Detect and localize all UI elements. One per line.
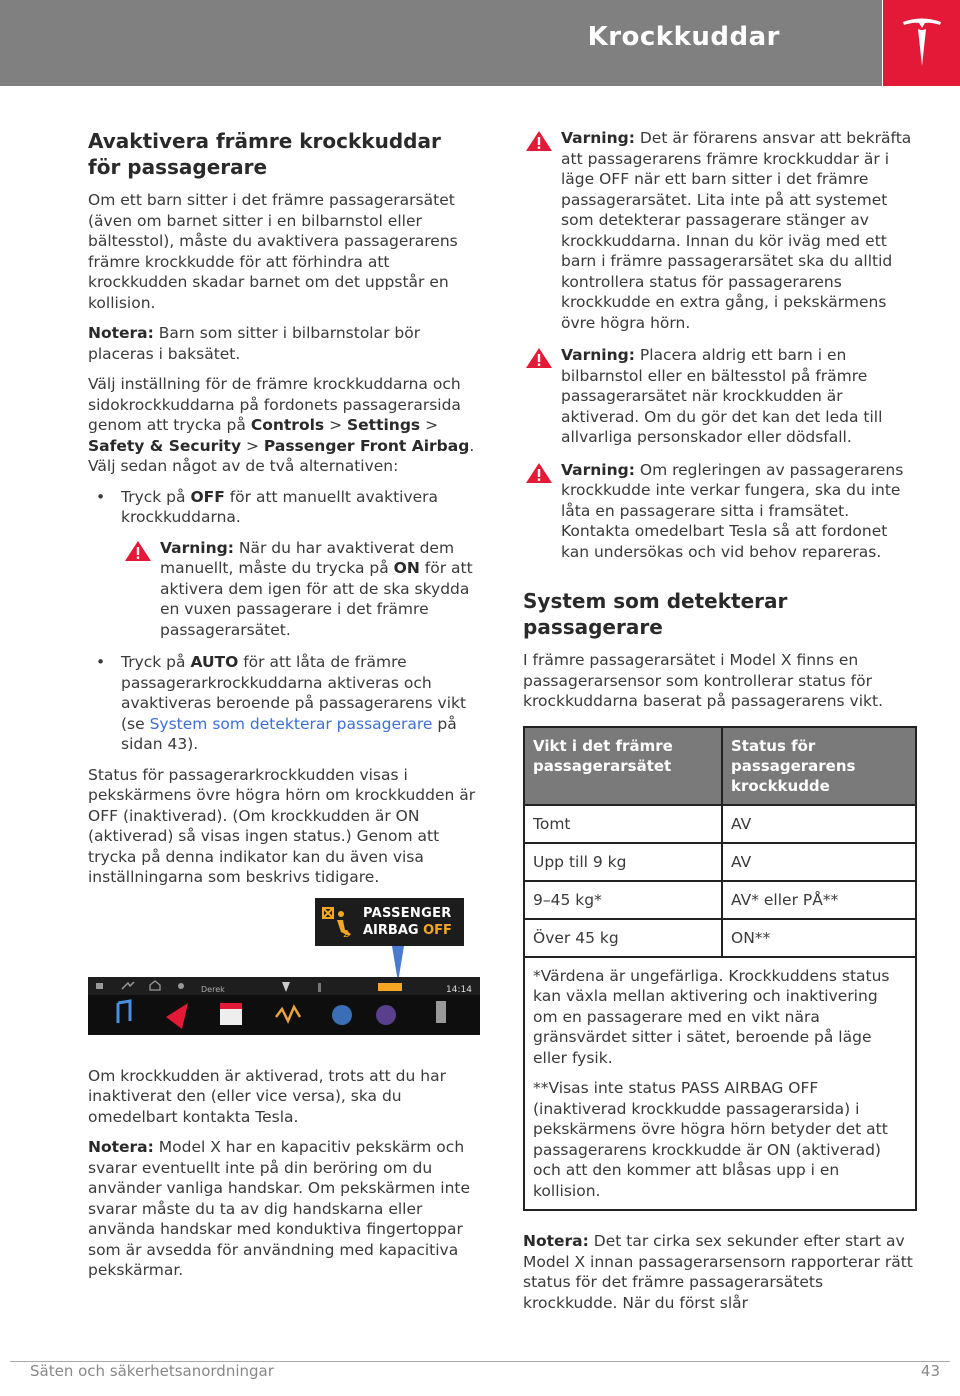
tesla-logo-icon xyxy=(901,16,943,68)
page-title: Krockkuddar xyxy=(587,22,780,52)
warning-box: Varning: Det är förarens ansvar att bekräfta att passagerarens främre krockkuddar är i läge OFF när ett barn sitter i det främre passagerarsätet. Lita inte på att systemet som detekterar passagerare stänger av krockkuddarna. Innan du kör iväg med ett barn i främre passagerarsätet ska du alltid kontrollera status för passagerarens krockkudde en extra gång, i pekskärmens övre högra hörn. xyxy=(523,128,915,333)
table-row: 9–45 kg* AV* eller PÅ** xyxy=(524,881,916,919)
right-column xyxy=(523,128,915,1323)
airbag-off-icon xyxy=(321,906,355,938)
warning-box: Varning: Om regleringen av passagerarens krockkudde inte verkar fungera, ska du inte låta en passagerare sitta i framsätet. Kontakta omedelbart Tesla så att fordonet kan undersökas och vid behov repareras. xyxy=(523,460,915,563)
warning-icon xyxy=(525,347,553,369)
airbag-status-callout xyxy=(315,898,464,946)
menu-path-controls: Controls xyxy=(250,416,325,434)
menu-path-settings: Settings xyxy=(346,416,421,434)
paragraph: Status för passagerarkrockkudden visas i pekskärmens övre högra hörn om krockkudden är OFF (inaktiverad). (Om krockkudden är ON (aktiverad) så visas ingen status.) Genom att trycka på denna indikator kan du även visa inställningarna som beskrivs tidigare. xyxy=(88,765,476,886)
app-dock-icons xyxy=(88,995,480,1035)
paragraph: Om krockkudden är aktiverad, trots att du har inaktiverat den (eller vice versa), ska du omedelbart kontakta Tesla. xyxy=(88,1066,446,1126)
section-heading-deactivate: Avaktivera främre krockkuddar för passagerare xyxy=(88,129,441,179)
warning-icon xyxy=(525,462,553,484)
table-row: Upp till 9 kg AV xyxy=(524,843,916,881)
table-row: Över 45 kg ON** xyxy=(524,919,916,957)
tesla-logo xyxy=(883,0,960,86)
callout-line2: AIRBAG OFF xyxy=(363,922,452,938)
page-number: 43 xyxy=(920,1362,940,1380)
menu-path-safety: Safety & Security xyxy=(88,436,242,455)
list-item: • Tryck på AUTO för att låta de främre passagerarkrockkuddarna aktiveras och avaktiveras beroende på passagerarens vikt (se System som detekterar passagerare på sidan 43). xyxy=(96,653,467,753)
bullet-icon: • xyxy=(96,653,106,671)
touchscreen-image xyxy=(88,977,480,1035)
note: Notera: Barn som sitter i bilbarnstolar bör placeras i baksätet. xyxy=(88,324,421,363)
table-row: Tomt AV xyxy=(524,805,916,843)
status-icons xyxy=(88,977,188,995)
note-label: Notera: xyxy=(88,324,154,342)
table-footnote: *Värdena är ungefärliga. Krockkuddens status kan växla mellan aktivering och inaktivering om en passagerare med en vikt nära gränsvärdet sitter i sätet, beroende på läge eller fysik. xyxy=(533,966,890,1067)
paragraph: Om ett barn sitter i det främre passagerarsätet (även om barnet sitter i en bilbarnstol eller bältesstol), måste du avaktivera passagerarens främre krockkudde för att förhindra att krockkudden skadar barnet om det uppstår en kollision. xyxy=(88,191,458,312)
cross-reference-link[interactable]: System som detekterar passagerare xyxy=(149,714,433,733)
note: Notera: Model X har en kapacitiv pekskärm och svarar eventuellt inte på din beröring om du använder vanliga handskar. Om pekskärmen inte svarar måste du ta av dig handskarna eller använda handskar med konduktiva fingertoppar som är avsedda för användning med kapacitiva pekskärmar. xyxy=(88,1138,471,1279)
note-label: Notera: xyxy=(523,1232,589,1250)
airbag-status-table xyxy=(523,726,917,1212)
page-header xyxy=(0,0,882,86)
callout-line1: PASSENGER xyxy=(363,905,452,921)
menu-path-airbag: Passenger Front Airbag xyxy=(263,436,470,455)
svg-text:2: 2 xyxy=(343,928,350,938)
warning-icon xyxy=(124,540,152,562)
paragraph-menu-path: Välj inställning för de främre krockkuddarna och sidokrockkuddarna på fordonets passagerarsida genom att trycka på Controls > Settings > Safety & Security > Passenger Front Airbag. Välj sedan något av de två alternativen: xyxy=(88,375,475,475)
warning-box: Varning: Placera aldrig ett barn i en bilbarnstol eller en bältesstol på främre passagerarsätet när krockkudden är aktiverad. Om du gör det kan det leda till allvarliga personskador eller dödsfall. xyxy=(523,345,915,448)
warning-box: Varning: När du har avaktiverat dem manuellt, måste du trycka på ON för att aktivera dem igen för att de ska skydda en vuxen passagerare i det främre passagerarsätet. xyxy=(122,538,480,641)
touchscreen-figure xyxy=(88,898,480,1048)
table-footnote-row xyxy=(524,957,916,1211)
list-item: • Tryck på OFF för att manuellt avaktivera krockkuddarna. xyxy=(96,487,439,526)
section-heading-detection: System som detekterar passagerare xyxy=(523,589,788,639)
warning-icon xyxy=(525,130,553,152)
status-icons-right xyxy=(278,979,428,995)
table-footnote: **Visas inte status PASS AIRBAG OFF (inaktiverad krockkudde passagerarsida) i pekskärmens övre högra hörn betyder det att passagerarens krockkudde är ON (aktiverad) och att den kommer att blåsas upp i en kollision. xyxy=(533,1079,888,1200)
footer-section: Säten och säkerhetsanordningar xyxy=(30,1362,274,1380)
paragraph: I främre passagerarsätet i Model X finns en passagerarsensor som kontrollerar status för krockkuddarna baserat på passagerarens vikt. xyxy=(523,651,884,710)
note-label: Notera: xyxy=(88,1138,154,1156)
table-header: Status för passagerarens krockkudde xyxy=(722,727,916,805)
table-header: Vikt i det främre passagerarsätet xyxy=(524,727,722,805)
left-column xyxy=(88,128,480,1291)
note: Notera: Det tar cirka sex sekunder efter start av Model X innan passagerarsensorn rapporterar rätt status för det främre passagerarsätets krockkudde. När du först slår xyxy=(523,1232,913,1312)
bullet-icon: • xyxy=(96,487,106,506)
status-bar: Derek 14:14 xyxy=(88,977,480,995)
